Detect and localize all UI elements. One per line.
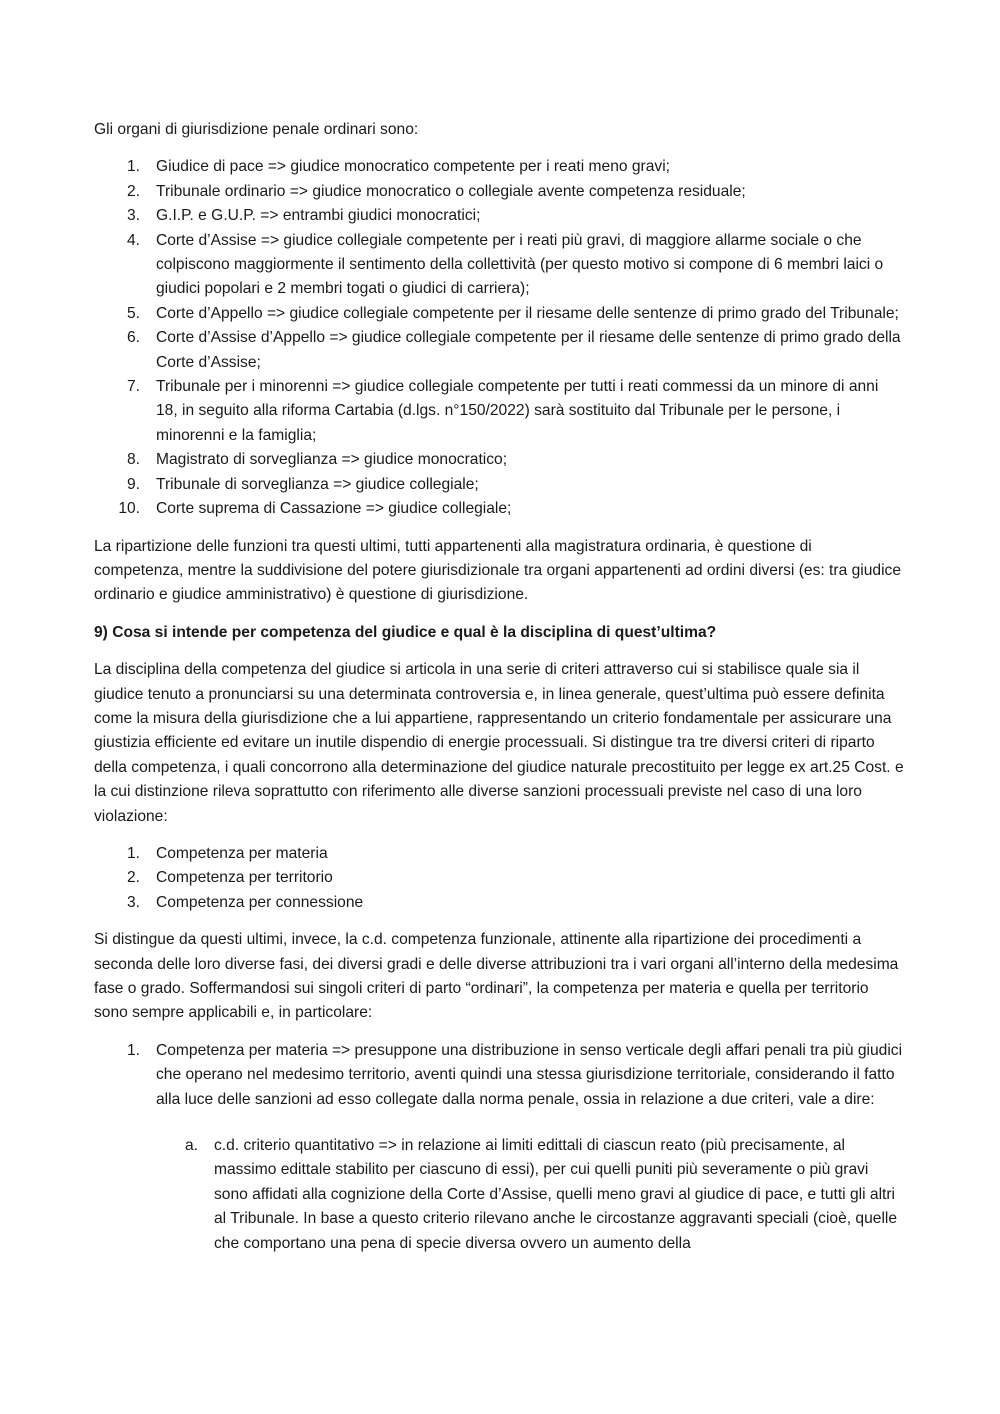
list-item — [94, 155, 904, 179]
list-number: 5. — [126, 304, 140, 322]
list-item — [94, 204, 904, 228]
list-text: Tribunale ordinario => giudice monocratico o collegiale avente competenza residuale; — [156, 182, 746, 200]
list-number: 1. — [126, 158, 140, 176]
list-text: Competenza per materia => presuppone una distribuzione in senso verticale degli affari penali tra più giudici che operano nel medesimo territorio, aventi quindi una stessa giurisdizione territoriale, considerando il fatto alla luce delle sanzioni ad esso collegate dalla norma penale, ossia in relazione a due criteri, vale a dire: — [156, 1041, 903, 1108]
list-number: 3. — [126, 207, 140, 225]
list-text: Corte suprema di Cassazione => giudice collegiale; — [156, 500, 512, 518]
list-number: 6. — [126, 329, 140, 347]
list-text: Corte d’Assise d’Appello => giudice collegiale competente per il riesame delle sentenze di primo grado della Corte d’Assise; — [156, 329, 901, 371]
list-text: Competenza per territorio — [156, 869, 333, 887]
list-text: Magistrato di sorveglianza => giudice monocratico; — [156, 451, 508, 469]
list-number: 9. — [126, 475, 140, 493]
list-letter: a. — [184, 1137, 198, 1155]
intro-paragraph: Gli organi di giurisdizione penale ordinari sono: — [94, 121, 419, 138]
list-item — [154, 1134, 904, 1256]
list-item — [94, 842, 904, 866]
criteria-list — [94, 842, 904, 915]
list-item — [94, 1039, 904, 1112]
list-text: Tribunale di sorveglianza => giudice collegiale; — [156, 475, 479, 493]
list-text: G.I.P. e G.U.P. => entrambi giudici monocratici; — [156, 207, 481, 225]
list-item — [94, 229, 904, 302]
list-number: 1. — [126, 844, 140, 862]
document-page — [94, 118, 904, 1269]
list-item — [94, 375, 904, 448]
list-number: 1. — [126, 1041, 140, 1059]
list-item — [94, 448, 904, 472]
detail-list — [94, 1039, 904, 1112]
list-number: 10. — [118, 500, 140, 518]
list-text: Corte d’Assise => giudice collegiale competente per i reati più gravi, di maggiore allarme sociale o che colpiscono maggiormente il sentimento della collettività (per questo motivo si compone di 6 membri laici o giudici popolari e 2 membri togati o giudici di carriera); — [156, 231, 884, 298]
list-item — [94, 302, 904, 326]
list-text: c.d. criterio quantitativo => in relazione ai limiti edittali di ciascun reato (più precisamente, al massimo edittale stabilito per ciascuno di essi), per cui quelli puniti più severamente o più gravi sono affidati alla cognizione della Corte d’Assise, quelli meno gravi al giudice di pace, e tutti gli altri al Tribunale. In base a questo criterio rilevano anche le circostanze aggravanti speciali (cioè, quelle che comportano una pena di specie diversa ovvero un aumento della — [214, 1137, 898, 1252]
list-item — [94, 866, 904, 890]
disciplina-paragraph: La disciplina della competenza del giudice si articola in una serie di criteri attraverso cui si stabilisce quale sia il giudice tenuto a pronunciarsi su una determinata controversia e, in linea generale, quest’ultima può essere definita come la misura della giurisdizione che a lui appartiene, rappresentando un criterio fondamentale per assicurare una giustizia efficiente ed evitare un inutile dispendio di energie processuali. Si distingue tra tre diversi criteri di riparto della competenza, i quali concorrono alla determinazione del giudice naturale precostituito per legge ex art.25 Cost. e la cui distinzione rileva soprattutto con riferimento alle diverse sanzioni processuali previste nel caso di una loro violazione: — [94, 661, 904, 825]
list-number: 2. — [126, 869, 140, 887]
list-item — [94, 326, 904, 375]
question-heading: 9) Cosa si intende per competenza del giudice e qual è la disciplina di quest’ultima? — [94, 623, 717, 641]
list-item — [94, 473, 904, 497]
funzionale-paragraph: Si distingue da questi ultimi, invece, la c.d. competenza funzionale, attinente alla ripartizione dei procedimenti a seconda delle loro diverse fasi, dei diversi gradi e delle diverse attribuzioni tra i vari organi all’interno della medesima fase o grado. Soffermandosi sui singoli criteri di parto “ordinari”, la competenza per materia e quella per territorio sono sempre applicabili e, in particolare: — [94, 931, 899, 1022]
list-text: Corte d’Appello => giudice collegiale competente per il riesame delle sentenze di primo grado del Tribunale; — [156, 304, 899, 322]
organs-list — [94, 155, 904, 521]
list-item — [94, 497, 904, 521]
list-text: Tribunale per i minorenni => giudice collegiale competente per tutti i reati commessi da un minore di anni 18, in seguito alla riforma Cartabia (d.lgs. n°150/2022) sarà sostituito dal Tribunale per le persone, i minorenni e la famiglia; — [156, 378, 879, 444]
ripartizione-paragraph: La ripartizione delle funzioni tra questi ultimi, tutti appartenenti alla magistratura ordinaria, è questione di competenza, mentre la suddivisione del potere giurisdizionale tra organi appartenenti ad ordini diversi (es: tra giudice ordinario e giudice amministrativo) è questione di giurisdizione. — [94, 537, 901, 604]
list-text: Competenza per connessione — [156, 893, 364, 911]
list-number: 7. — [126, 378, 140, 396]
sub-criteria-list — [154, 1134, 904, 1256]
list-item — [94, 180, 904, 204]
list-number: 3. — [126, 893, 140, 911]
list-item — [94, 891, 904, 915]
list-text: Competenza per materia — [156, 844, 328, 862]
list-number: 8. — [126, 451, 140, 469]
list-text: Giudice di pace => giudice monocratico competente per i reati meno gravi; — [156, 158, 671, 176]
list-number: 2. — [126, 182, 140, 200]
list-number: 4. — [126, 231, 140, 249]
